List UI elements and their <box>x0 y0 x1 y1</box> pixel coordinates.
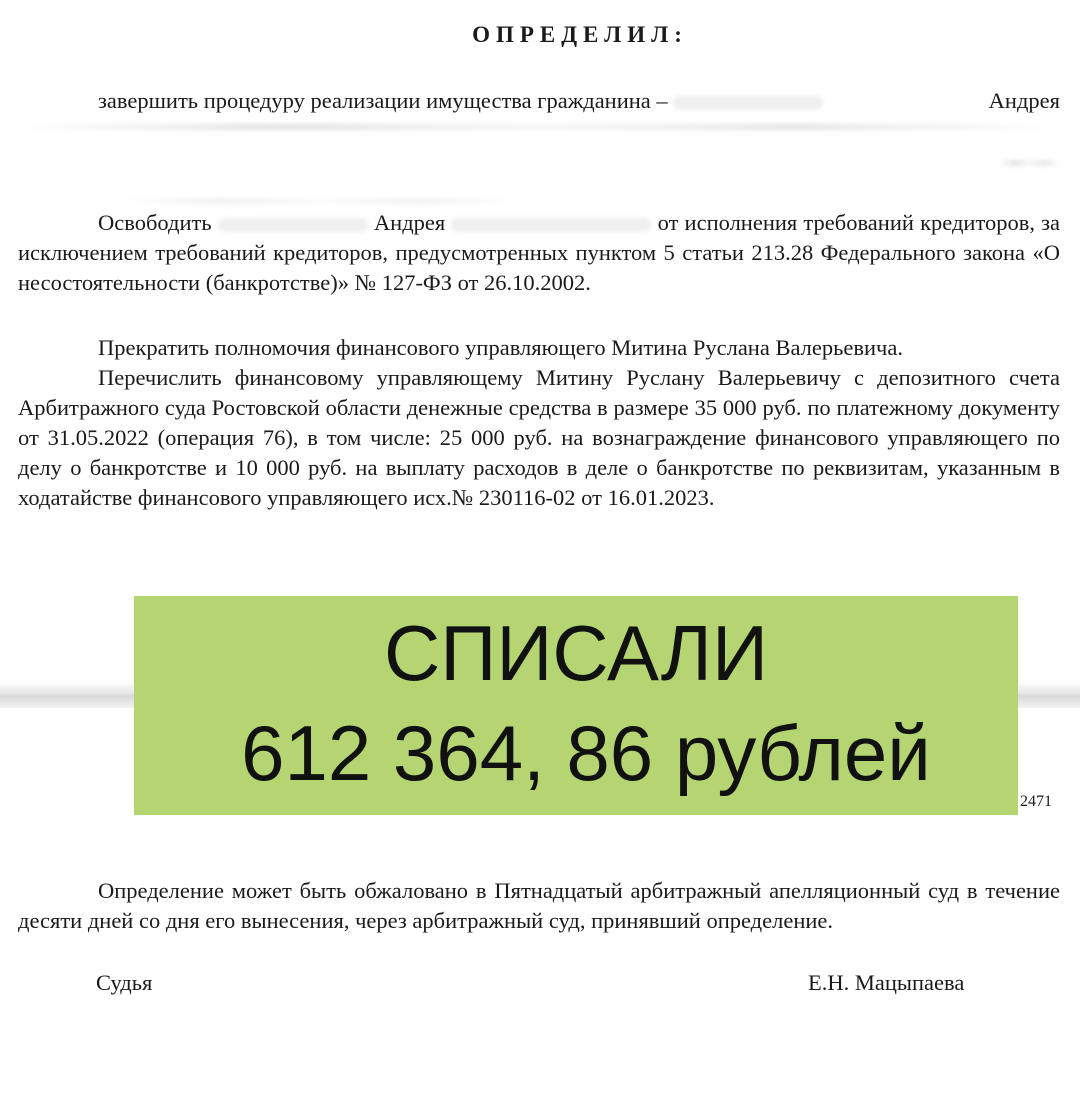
judge-name: Е.Н. Мацыпаева <box>808 970 965 995</box>
paragraph-terminate-authority: Прекратить полномочия финансового управляющего Митина Руслана Валерьевича. <box>98 335 903 360</box>
redacted-surname <box>673 96 823 110</box>
release-start: Освободить <box>98 210 212 235</box>
redacted-patronymic <box>451 218 651 232</box>
paragraph-complete-procedure <box>18 86 1060 116</box>
blurred-text-line <box>18 124 1058 130</box>
paragraph-transfer-funds: Перечислить финансовому управляющему Митину Руслану Валерьевичу с депозитного счета Арбитражного суда Ростовской области денежные средства в размере 35 000 руб. по платежному документу от 31.05.2022 (операция 76), в том числе: 25 000 руб. на вознаграждение финансового управляющего по делу о банкротстве и 10 000 руб. на выплату расходов в деле о банкротстве по реквизитам, указанным в ходатайстве финансового управляющего исх.№ 230116-02 от 16.01.2023. <box>18 365 1060 510</box>
redacted-surname <box>218 218 368 232</box>
release-first-name: Андрея <box>373 210 446 235</box>
banner-title: СПИСАЛИ <box>383 609 769 697</box>
banner-amount: 612 364, 86 рублей <box>241 709 931 797</box>
debtor-first-name: Андрея <box>988 88 1060 113</box>
release-rest: от исполнения требований кредиторов, за исключением требований кредиторов, предусмотренных пунктом 5 статьи 213.28 Федерального закона «О несостоятельности (банкротстве)» № 127-ФЗ от 26.10.2002. <box>18 210 1061 295</box>
blurred-text-line <box>1000 160 1060 166</box>
paragraph-appeal: Определение может быть обжаловано в Пятнадцатый арбитражный апелляционный суд в течение десяти дней со дня его вынесения, через арбитражный суд, принявший определение. <box>18 878 1060 933</box>
paragraph-release-from-obligations <box>18 208 1060 298</box>
complete-procedure-text: завершить процедуру реализации имущества гражданина – <box>98 88 668 113</box>
highlight-banner <box>134 596 1018 815</box>
blurred-text-line <box>120 198 520 204</box>
document-heading: ОПРЕДЕЛИЛ: <box>472 22 688 47</box>
judge-label: Судья <box>96 970 153 995</box>
page-number-fragment: 2471 <box>1020 793 1052 810</box>
